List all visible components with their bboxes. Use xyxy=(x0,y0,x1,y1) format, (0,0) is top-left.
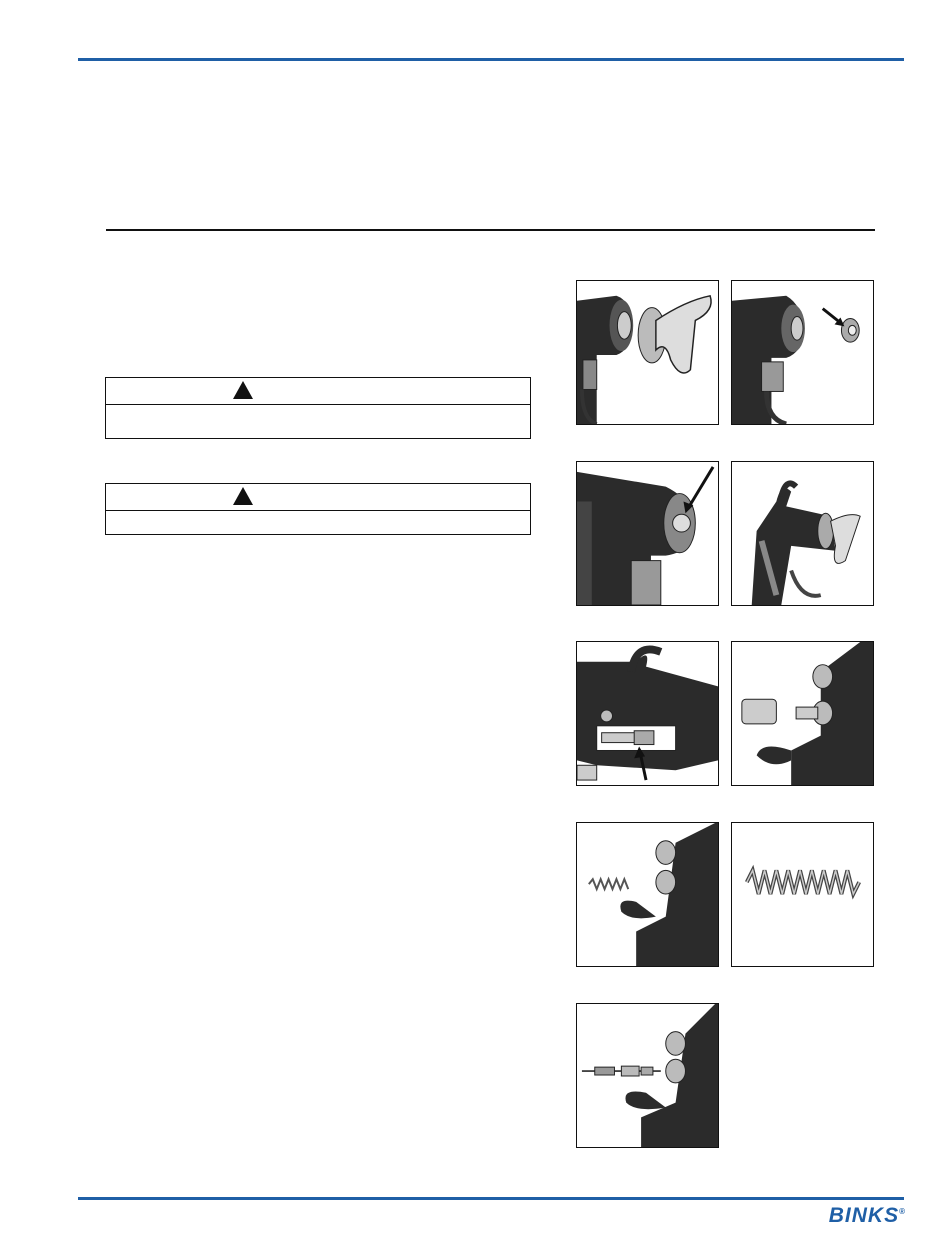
warning-header xyxy=(106,484,530,511)
warning-header xyxy=(106,378,530,405)
warning-box-2 xyxy=(105,483,531,535)
footer-rule xyxy=(78,1197,904,1200)
figure-remove-nut xyxy=(731,641,874,786)
header-rule xyxy=(78,58,904,61)
figure-head-bore xyxy=(576,461,719,606)
figure-spring-detail xyxy=(731,822,874,967)
figure-remove-seat xyxy=(731,280,874,425)
figure-remove-spring xyxy=(576,822,719,967)
warning-box-1 xyxy=(105,377,531,439)
warning-triangle-icon xyxy=(233,381,253,399)
figure-full-gun-assembly xyxy=(731,461,874,606)
figure-remove-spray-tip-guard xyxy=(576,280,719,425)
binks-logo: BINKS® xyxy=(828,1204,906,1227)
warning-triangle-icon xyxy=(233,487,253,505)
figure-remove-needle xyxy=(576,1003,719,1148)
section-divider xyxy=(106,229,875,231)
figure-needle-connection xyxy=(576,641,719,786)
